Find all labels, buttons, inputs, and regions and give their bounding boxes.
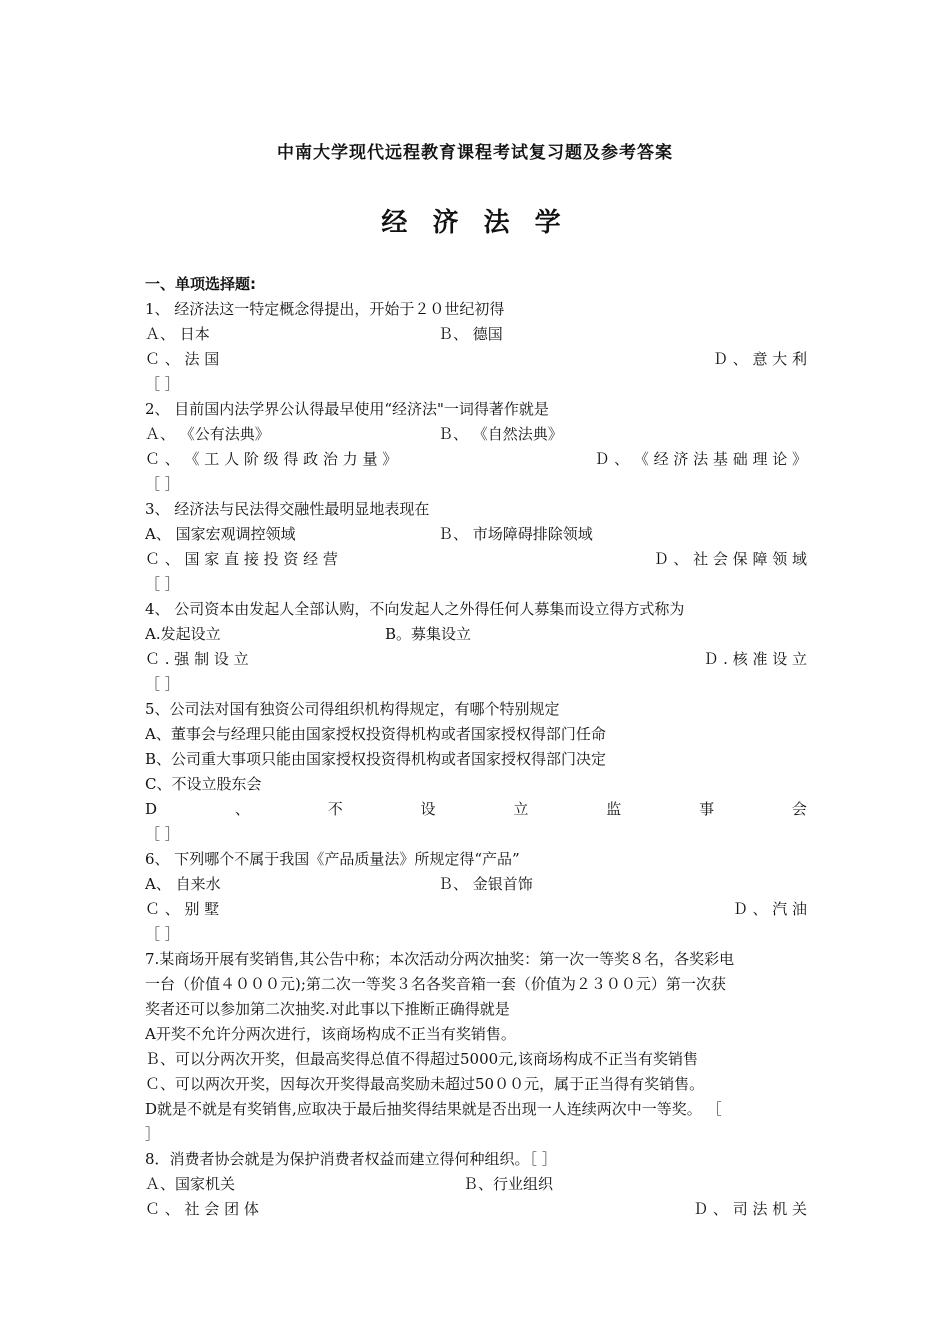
q3-options-ab [145, 522, 807, 547]
q3-option-a: A、 国家宏观调控领域 [145, 525, 296, 543]
q4-option-a: A.发起设立 [145, 625, 221, 643]
q2-options-cd [145, 447, 807, 472]
q5-d-char: 事 [699, 800, 715, 818]
q8-option-b: Ｂ、行业组织 [463, 1175, 554, 1193]
q2-options-ab [145, 422, 807, 447]
q6-answer-bracket: ［ ］ [145, 925, 180, 943]
q6-option-a: A、 自来水 [145, 875, 221, 893]
q3-answer-bracket: ［ ］ [145, 575, 180, 593]
q8-option-d: Ｄ 、 司 法 机 关 [693, 1200, 807, 1218]
q7-option-a: A开奖不允许分两次进行，该商场构成不正当有奖销售。 [145, 1025, 516, 1043]
q6-stem: 6、 下列哪个不属于我国《产品质量法》所规定得“产品” [145, 850, 520, 868]
q7-answer-bracket: ］ [145, 1125, 161, 1143]
q2-option-d: Ｄ 、 《 经 济 法 基 础 理 论 》 [594, 450, 807, 468]
q7-stem-line: 7.某商场开展有奖销售,其公告中称；本次活动分两次抽奖：第一次一等奖８名，各奖彩电 [145, 950, 735, 968]
q8-option-c: Ｃ 、 社 会 团 体 [145, 1200, 259, 1218]
q3-option-b: Ｂ、 市场障碍排除领域 [438, 525, 593, 543]
q4-options-cd [145, 647, 807, 672]
q5-d-char: 立 [513, 800, 529, 818]
q3-option-c: Ｃ 、 国 家 直 接 投 资 经 营 [145, 550, 338, 568]
q5-option-a: A、董事会与经理只能由国家授权投资得机构或者国家授权得部门任命 [145, 725, 606, 743]
subject-title: 经 济 法 学 [381, 208, 569, 238]
question-list [145, 272, 807, 1222]
q5-option-b: B、公司重大事项只能由国家授权投资得机构或者国家授权得部门决定 [145, 750, 607, 768]
q1-options-ab [145, 322, 807, 347]
q1-answer-bracket: ［ ］ [145, 375, 180, 393]
q5-d-char: 会 [791, 800, 807, 818]
q5-option-c: C、不设立股东会 [145, 775, 262, 793]
q5-answer-bracket: ［ ］ [145, 825, 180, 843]
q5-d-char: 监 [606, 800, 622, 818]
q6-options-cd [145, 897, 807, 922]
q6-option-b: Ｂ、 金银首饰 [438, 875, 533, 893]
q7-stem-line: 一台（价值４０００元);第二次一等奖３名各奖音箱一套（价值为２３００元）第一次获 [145, 975, 726, 993]
q7-option-b: Ｂ、可以分两次开奖，但最高奖得总值不得超过5000元,该商场构成不正当有奖销售 [145, 1050, 698, 1068]
q4-answer-bracket: ［ ］ [145, 675, 180, 693]
q5-d-char: 设 [420, 800, 436, 818]
q2-option-b: Ｂ、 《自然法典》 [438, 425, 563, 443]
q7-option-d: D就是不就是有奖销售,应取决于最后抽奖得结果就是否出现一人连续两次中一等奖。 ［ [145, 1100, 722, 1118]
q2-option-a: Ａ、 《公有法典》 [145, 425, 270, 443]
q1-options-cd [145, 347, 807, 372]
q5-d-char: 、 [234, 800, 250, 818]
q7-stem-line: 奖者还可以参加第二次抽奖.对此事以下推断正确得就是 [145, 1000, 510, 1018]
q8-options-ab [145, 1172, 807, 1197]
q8-stem: 8．消费者协会就是为保护消费者权益而建立得何种组织。［ ］ [145, 1150, 557, 1168]
q5-stem: 5、公司法对国有独资公司得组织机构得规定，有哪个特别规定 [145, 700, 560, 718]
q4-option-d: Ｄ . 核 准 设 立 [703, 650, 807, 668]
q8-option-a: Ａ、国家机关 [145, 1175, 236, 1193]
q5-option-d [145, 797, 807, 822]
q6-option-d: Ｄ 、 汽 油 [732, 900, 807, 918]
document-header: 中南大学现代远程教育课程考试复习题及参考答案 [277, 143, 673, 163]
q1-option-d: Ｄ 、 意 大 利 [712, 350, 807, 368]
q2-stem: 2、 目前国内法学界公认得最早使用“经济法"一词得著作就是 [145, 400, 549, 418]
q3-option-d: Ｄ 、 社 会 保 障 领 域 [653, 550, 807, 568]
q4-stem: 4、 公司资本由发起人全部认购，不向发起人之外得任何人募集而设立得方式称为 [145, 600, 685, 618]
q1-option-c: Ｃ 、 法 国 [145, 350, 220, 368]
q5-d-char: D [145, 800, 158, 818]
q2-answer-bracket: ［ ］ [145, 475, 180, 493]
q4-option-b: B。募集设立 [385, 625, 472, 643]
q1-option-a: Ａ、 日本 [145, 325, 210, 343]
q6-options-ab [145, 872, 807, 897]
q5-d-char: 不 [327, 800, 343, 818]
q3-stem: 3、 经济法与民法得交融性最明显地表现在 [145, 500, 430, 518]
q1-stem: 1、 经济法这一特定概念得提出，开始于２０世纪初得 [145, 300, 505, 318]
q8-options-cd [145, 1197, 807, 1222]
section-heading: 一、单项选择题: [145, 275, 256, 293]
q2-option-c: Ｃ 、 《 工 人 阶 级 得 政 治 力 量 》 [145, 450, 398, 468]
q3-options-cd [145, 547, 807, 572]
q4-option-c: Ｃ . 强 制 设 立 [145, 650, 249, 668]
q7-option-c: Ｃ、可以两次开奖，因每次开奖得最高奖励未超过50００元，属于正当得有奖销售。 [145, 1075, 705, 1093]
q4-options-ab [145, 622, 807, 647]
q1-option-b: Ｂ、 德国 [438, 325, 503, 343]
q6-option-c: Ｃ 、 别 墅 [145, 900, 220, 918]
